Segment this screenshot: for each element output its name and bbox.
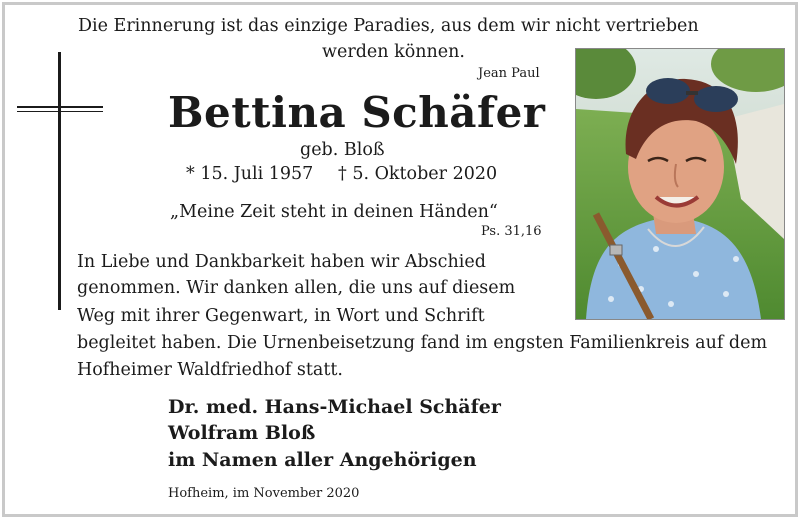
place-date: Hofheim, im November 2020	[168, 486, 360, 501]
message-line-2: genommen. Wir danken allen, die uns auf diesem	[77, 278, 516, 298]
portrait-photo	[575, 48, 785, 320]
quote-line-1: Die Erinnerung ist das einzige Paradies, aus dem wir nicht vertrieben	[78, 16, 699, 36]
verse-text: „Meine Zeit steht in deinen Händen“	[170, 202, 498, 222]
verse-reference: Ps. 31,16	[481, 224, 542, 239]
birth-name: geb. Bloß	[300, 140, 385, 160]
death-date: † 5. Oktober 2020	[338, 164, 498, 184]
signatory-3: im Namen aller Angehörigen	[168, 449, 477, 471]
message-line-1: In Liebe und Dankbarkeit haben wir Abschied	[77, 252, 486, 272]
quote-line-2: werden können.	[322, 42, 465, 62]
quote-author: Jean Paul	[478, 66, 540, 81]
birth-date: * 15. Juli 1957	[186, 164, 314, 184]
message-line-3: Weg mit ihrer Gegenwart, in Wort und Schrift	[77, 306, 485, 326]
signatory-1: Dr. med. Hans-Michael Schäfer	[168, 396, 501, 418]
signatory-2: Wolfram Bloß	[168, 422, 316, 444]
message-line-5: Hofheimer Waldfriedhof statt.	[77, 360, 343, 380]
deceased-name: Bettina Schäfer	[168, 88, 546, 137]
message-line-4: begleitet haben. Die Urnenbeisetzung fand im engsten Familienkreis auf dem	[77, 333, 768, 353]
